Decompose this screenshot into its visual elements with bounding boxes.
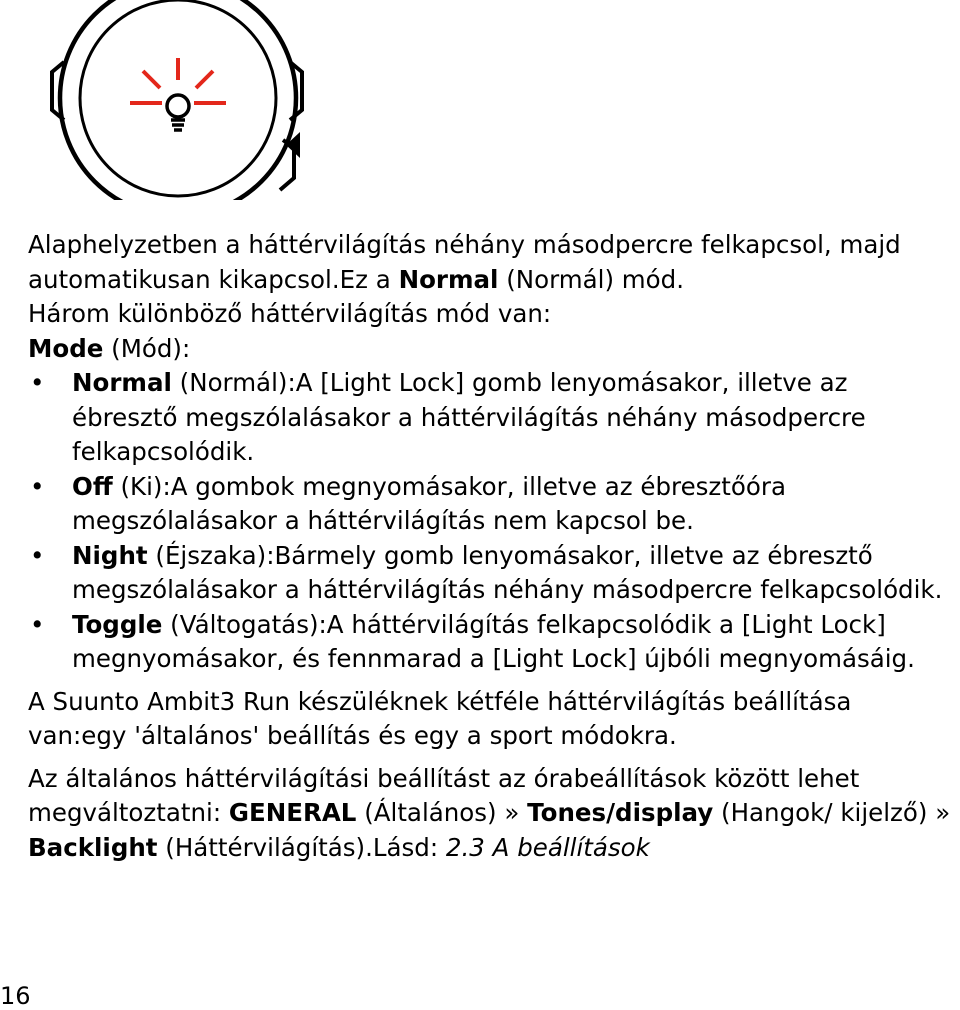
page-number: 16 [0,982,31,1010]
tones-display-term: Tones/display [527,798,714,827]
list-item [28,470,953,539]
general-text: (Hangok/ kijelző) » [713,798,951,827]
list-item [28,608,953,677]
intro-text-end: (Normál) mód. [498,264,684,294]
watch-case [60,0,296,200]
mode-label-rest: (Mód): [103,333,191,363]
general-text: (Háttérvilágítás).Lásd: [157,832,446,862]
bullet-marker: • [30,368,45,397]
mode-description: (Váltogatás):A háttérvilágítás felkapcsolódik a [Light Lock] megnyomásakor, és fennmarad a [Light Lock] újbóli megnyomásáig. [72,609,915,673]
mode-term: Night [72,540,148,570]
intro-paragraph [28,228,953,297]
backlight-term: Backlight [28,832,158,862]
mode-term: Normal [72,368,172,397]
settings-section-link[interactable]: 2.3 A beállítások [445,832,650,862]
ambit-paragraph: A Suunto Ambit3 Run készüléknek kétféle háttérvilágítás beállítása van:egy 'általános' beállítás és egy a sport módokra. [28,686,852,750]
modes-intro: Három különböző háttérvilágítás mód van: [28,299,552,328]
mode-label [28,332,953,367]
watch-backlight-illustration [40,0,310,200]
general-term: GENERAL [228,798,357,827]
mode-description: (Éjszaka):Bármely gomb lenyomásakor, illetve az ébresztő megszólalásakor a háttérvilágítás néhány másodpercre felkapcsolódik. [72,540,943,604]
intro-text: Alaphelyzetben a háttérvilágítás néhány másodpercre felkapcsol, majd automatikusan kikapcsol.Ez a [28,230,901,294]
normal-mode-term: Normal [398,264,499,294]
mode-term: Off [72,471,113,501]
bullet-marker: • [30,471,45,501]
general-settings-paragraph [28,762,953,866]
bullet-marker: • [30,609,45,639]
mode-description: (Ki):A gombok megnyomásakor, illetve az ébresztőóra megszólalásakor a háttérvilágítás nem kapcsol be. [72,471,786,535]
list-item [28,539,953,608]
general-text: Az általános háttérvilágítási beállítást az órabeállítások között lehet megváltoztatni: [28,763,860,827]
document-body [28,228,953,865]
general-text: (Általános) » [356,798,528,827]
mode-description: (Normál):A [Light Lock] gomb lenyomásakor, illetve az ébresztő megszólalásakor a háttérvilágítás néhány másodpercre felkapcsolódik. [72,368,866,466]
mode-term: Mode [28,333,104,363]
mode-term: Toggle [72,609,163,639]
light-bulb-icon [167,95,189,130]
watch-bezel [80,0,276,196]
list-item [28,366,953,470]
bullet-marker: • [30,540,45,570]
mode-list [28,366,953,677]
